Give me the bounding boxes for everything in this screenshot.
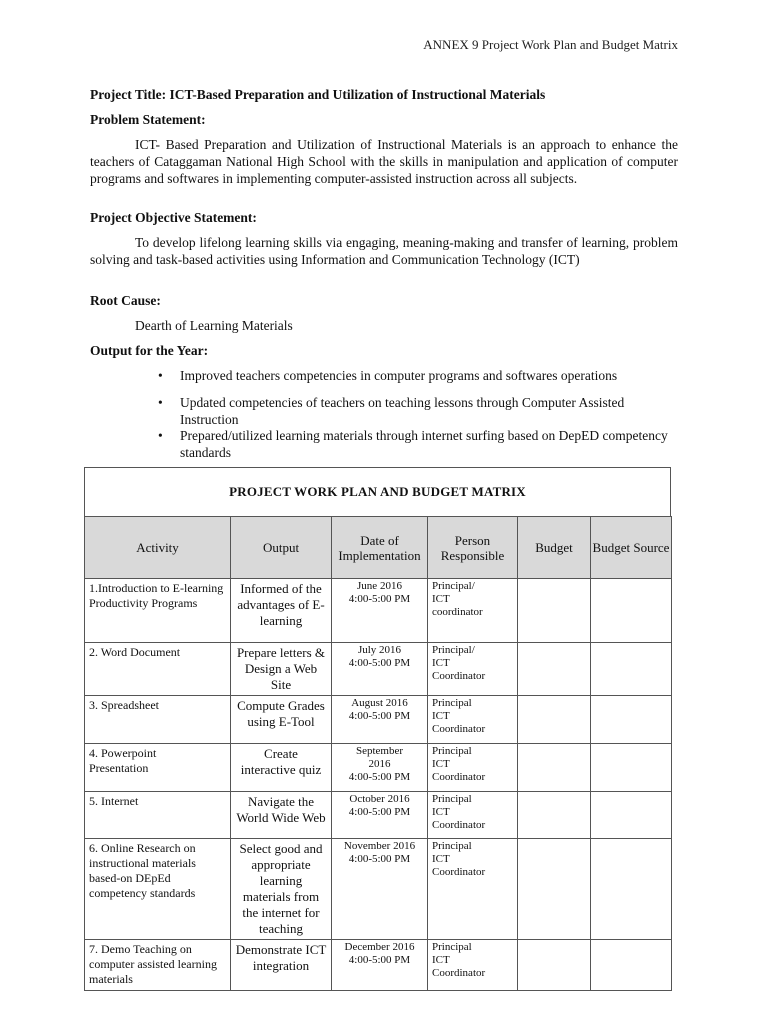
list-item xyxy=(155,394,680,428)
output-item-text: Improved teachers competencies in computer programs and softwares operations xyxy=(180,368,618,383)
cell-date: October 2016 4:00-5:00 PM xyxy=(332,792,428,839)
output-item-text: Updated competencies of teachers on teaching lessons through Computer Assisted Instruction xyxy=(180,395,625,427)
cell-budget xyxy=(518,792,591,839)
cell-person: Principal ICT Coordinator xyxy=(428,792,518,839)
cell-activity: 3. Spreadsheet xyxy=(85,696,231,744)
column-header-output: Output xyxy=(231,517,332,579)
cell-output: Demonstrate ICT integration xyxy=(231,940,332,991)
cell-output: Create interactive quiz xyxy=(231,744,332,792)
cell-budget-source xyxy=(591,792,672,839)
output-heading: Output for the Year: xyxy=(90,343,209,358)
cell-date: June 2016 4:00-5:00 PM xyxy=(332,579,428,643)
cell-person: Principal ICT Coordinator xyxy=(428,696,518,744)
table-row xyxy=(85,839,672,940)
list-item xyxy=(155,427,680,461)
bullet-icon: • xyxy=(158,428,163,443)
cell-activity: 6. Online Research on instructional materials based-on DEpEd competency standards xyxy=(85,839,231,940)
root-cause-heading: Root Cause: xyxy=(90,293,161,308)
cell-budget-source xyxy=(591,744,672,792)
cell-budget-source xyxy=(591,839,672,940)
cell-budget xyxy=(518,839,591,940)
problem-heading: Problem Statement: xyxy=(90,112,206,127)
list-item xyxy=(155,367,680,384)
table-row xyxy=(85,792,672,839)
annex-header: ANNEX 9 Project Work Plan and Budget Matrix xyxy=(423,37,678,52)
cell-date: December 2016 4:00-5:00 PM xyxy=(332,940,428,991)
table-row xyxy=(85,643,672,696)
cell-output: Compute Grades using E-Tool xyxy=(231,696,332,744)
cell-output: Navigate the World Wide Web xyxy=(231,792,332,839)
cell-date: November 2016 4:00-5:00 PM xyxy=(332,839,428,940)
column-header-person: Person Responsible xyxy=(428,517,518,579)
cell-budget xyxy=(518,744,591,792)
root-cause-text: Dearth of Learning Materials xyxy=(135,318,293,333)
cell-date: August 2016 4:00-5:00 PM xyxy=(332,696,428,744)
cell-date: July 2016 4:00-5:00 PM xyxy=(332,643,428,696)
column-header-activity: Activity xyxy=(85,517,231,579)
table-row xyxy=(85,744,672,792)
cell-budget-source xyxy=(591,696,672,744)
cell-budget xyxy=(518,579,591,643)
column-header-date: Date of Implementation xyxy=(332,517,428,579)
cell-activity: 1.Introduction to E-learning Productivity Programs xyxy=(85,579,231,643)
problem-text: ICT- Based Preparation and Utilization of Instructional Materials is an approach to enhance the teachers of Cataggaman National High School with the skills in manipulation and application of computer programs and softwares in implementing computer-assisted instruction across all subjects. xyxy=(90,137,678,186)
table-row xyxy=(85,696,672,744)
cell-person: Principal/ ICT coordinator xyxy=(428,579,518,643)
matrix-title: PROJECT WORK PLAN AND BUDGET MATRIX xyxy=(84,467,671,517)
cell-budget xyxy=(518,643,591,696)
cell-person: Principal ICT Coordinator xyxy=(428,940,518,991)
bullet-icon: • xyxy=(158,395,163,410)
objective-text: To develop lifelong learning skills via engaging, meaning-making and transfer of learning, problem solving and task-based activities using Information and Communication Technology (ICT) xyxy=(90,235,678,267)
cell-budget xyxy=(518,696,591,744)
cell-person: Principal ICT Coordinator xyxy=(428,839,518,940)
cell-budget-source xyxy=(591,579,672,643)
cell-person: Principal ICT Coordinator xyxy=(428,744,518,792)
cell-output: Informed of the advantages of E-learning xyxy=(231,579,332,643)
bullet-icon: • xyxy=(158,368,163,383)
cell-activity: 5. Internet xyxy=(85,792,231,839)
cell-activity: 7. Demo Teaching on computer assisted learning materials xyxy=(85,940,231,991)
objective-heading: Project Objective Statement: xyxy=(90,210,257,225)
column-header-budget-source: Budget Source xyxy=(591,517,672,579)
project-title: Project Title: ICT-Based Preparation and Utilization of Instructional Materials xyxy=(90,87,546,102)
output-item-text: Prepared/utilized learning materials through internet surfing based on DepED competency standards xyxy=(180,428,668,460)
table-row xyxy=(85,579,672,643)
cell-date: September 2016 4:00-5:00 PM xyxy=(332,744,428,792)
cell-person: Principal/ ICT Coordinator xyxy=(428,643,518,696)
cell-budget-source xyxy=(591,940,672,991)
cell-activity: 4. Powerpoint Presentation xyxy=(85,744,231,792)
budget-matrix xyxy=(84,467,671,986)
table-header-row xyxy=(85,517,672,579)
cell-budget-source xyxy=(591,643,672,696)
cell-budget xyxy=(518,940,591,991)
cell-output: Select good and appropriate learning materials from the internet for teaching xyxy=(231,839,332,940)
column-header-budget: Budget xyxy=(518,517,591,579)
table-row xyxy=(85,940,672,991)
matrix-table xyxy=(84,516,672,991)
cell-output: Prepare letters & Design a Web Site xyxy=(231,643,332,696)
cell-activity: 2. Word Document xyxy=(85,643,231,696)
